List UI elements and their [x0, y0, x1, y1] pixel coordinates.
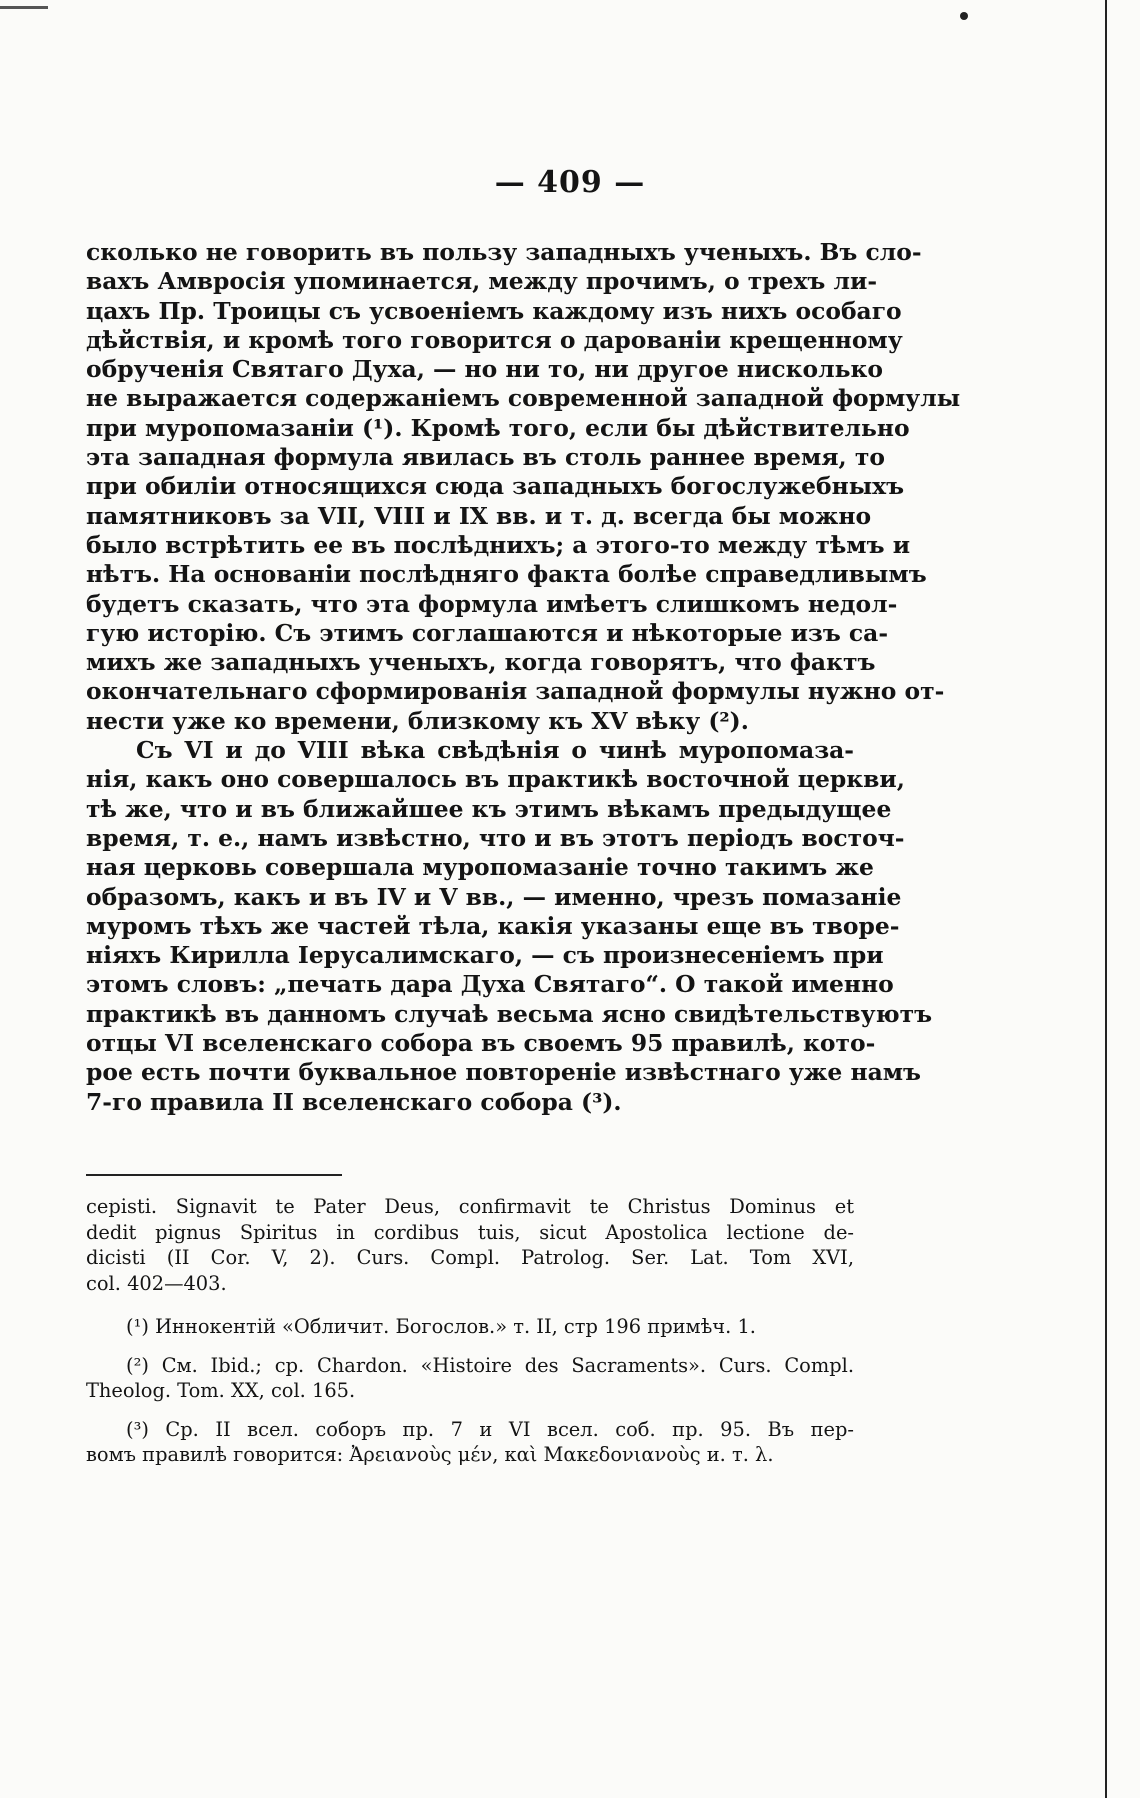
text-line: рое есть почти буквальное повтореніе извѣстнаго уже намъ [86, 1058, 921, 1087]
text-line: практикѣ въ данномъ случаѣ весьма ясно свидѣтельствуютъ [86, 999, 933, 1028]
text-line: цахъ Пр. Троицы съ усвоеніемъ каждому изъ нихъ особаго [86, 296, 902, 325]
text-line: муромъ тѣхъ же частей тѣла, какія указаны еще въ творе- [86, 911, 900, 940]
footnote-line: cepisti. Signavit te Pater Deus, confirmavit te Christus Dominus et [86, 1195, 854, 1218]
main-text [86, 238, 961, 1117]
text-line: 7-го правила II вселенскаго собора (³). [86, 1087, 622, 1116]
scan-edge-line [0, 6, 48, 9]
text-line: ніяхъ Кирилла Іерусалимскаго, — съ произнесеніемъ при [86, 941, 884, 970]
footnote-3 [86, 1417, 854, 1468]
text-line: этомъ словъ: „печать дара Духа Святаго“. О такой именно [86, 970, 894, 999]
text-line: Съ VI и до VIII вѣка свѣдѣнія о чинѣ муропомаза- [136, 736, 854, 765]
footnote-separator [86, 1174, 342, 1176]
text-line: при муропомазаніи (¹). Кромѣ того, если бы дѣйствительно [86, 413, 910, 442]
text-line: нести уже ко времени, близкому къ XV вѣку (²). [86, 706, 749, 735]
text-line: памятниковъ за VII, VIII и IX вв. и т. д. всегда бы можно [86, 501, 872, 530]
text-line: гую исторію. Съ этимъ соглашаются и нѣкоторые изъ са- [86, 618, 889, 647]
footnote-line: вомъ правилѣ говорится: Ἀρειανοὺς μέν, καὶ Μακεδονιανοὺς и. т. λ. [86, 1443, 774, 1466]
text-line: вахъ Амвросія упоминается, между прочимъ, о трехъ ли- [86, 267, 878, 296]
footnote-line: dedit pignus Spiritus in cordibus tuis, sicut Apostolica lectione de- [86, 1220, 854, 1244]
text-line: нѣтъ. На основаніи послѣдняго факта болѣе справедливымъ [86, 560, 927, 589]
text-line: не выражается содержаніемъ современной западной формулы [86, 384, 961, 413]
text-line: образомъ, какъ и въ IV и V вв., — именно, чрезъ помазаніе [86, 882, 902, 911]
footnote-line: (³) Ср. II всел. соборъ пр. 7 и VI всел. соб. пр. 95. Въ пер- [126, 1417, 854, 1441]
text-line: нія, какъ оно совершалось въ практикѣ восточной церкви, [86, 765, 905, 794]
footnote-continuation [86, 1194, 854, 1296]
text-line: будетъ сказать, что эта формула имѣетъ слишкомъ недол- [86, 589, 898, 618]
text-line: окончательнаго сформированія западной формулы нужно от- [86, 677, 945, 706]
text-line: эта западная формула явилась въ столь раннее время, то [86, 443, 885, 472]
text-line: сколько не говорить въ пользу западныхъ ученыхъ. Въ сло- [86, 238, 922, 266]
text-line: время, т. е., намъ извѣстно, что и въ этотъ періодъ восточ- [86, 823, 905, 852]
text-line: обрученія Святаго Духа, — но ни то, ни другое нисколько [86, 355, 883, 384]
text-line: михъ же западныхъ ученыхъ, когда говорятъ, что фактъ [86, 648, 876, 677]
footnote-line: col. 402—403. [86, 1271, 227, 1295]
text-line: дѣйствія, и кромѣ того говорится о дарованіи крещенному [86, 325, 903, 354]
footnote-line: (¹) Иннокентій «Обличит. Богослов.» т. II, стр 196 примѣч. 1. [126, 1315, 756, 1338]
text-line: отцы VI вселенскаго собора въ своемъ 95 правилѣ, кото- [86, 1029, 876, 1058]
footnote-1 [86, 1314, 854, 1340]
footnote-2 [86, 1353, 854, 1404]
footnote-line: Theolog. Tom. XX, col. 165. [86, 1379, 356, 1402]
scan-speck [960, 12, 968, 20]
text-line: было встрѣтить ее въ послѣднихъ; а этого-то между тѣмъ и [86, 530, 911, 559]
page-edge-rule [1105, 0, 1107, 1798]
footnote-line: dicisti (II Cor. V, 2). Curs. Compl. Patrolog. Ser. Lat. Tom XVI, [86, 1246, 854, 1269]
footnote-line: (²) См. Ibid.; ср. Chardon. «Histoire des Sacraments». Curs. Compl. [126, 1353, 854, 1377]
page-number: — 409 — [494, 165, 646, 200]
text-line: тѣ же, что и въ ближайшее къ этимъ вѣкамъ предыдущее [86, 794, 892, 823]
footnotes [86, 1194, 854, 1481]
text-line: при обиліи относящихся сюда западныхъ богослужебныхъ [86, 472, 905, 501]
text-line: ная церковь совершала муропомазаніе точно такимъ же [86, 853, 874, 882]
